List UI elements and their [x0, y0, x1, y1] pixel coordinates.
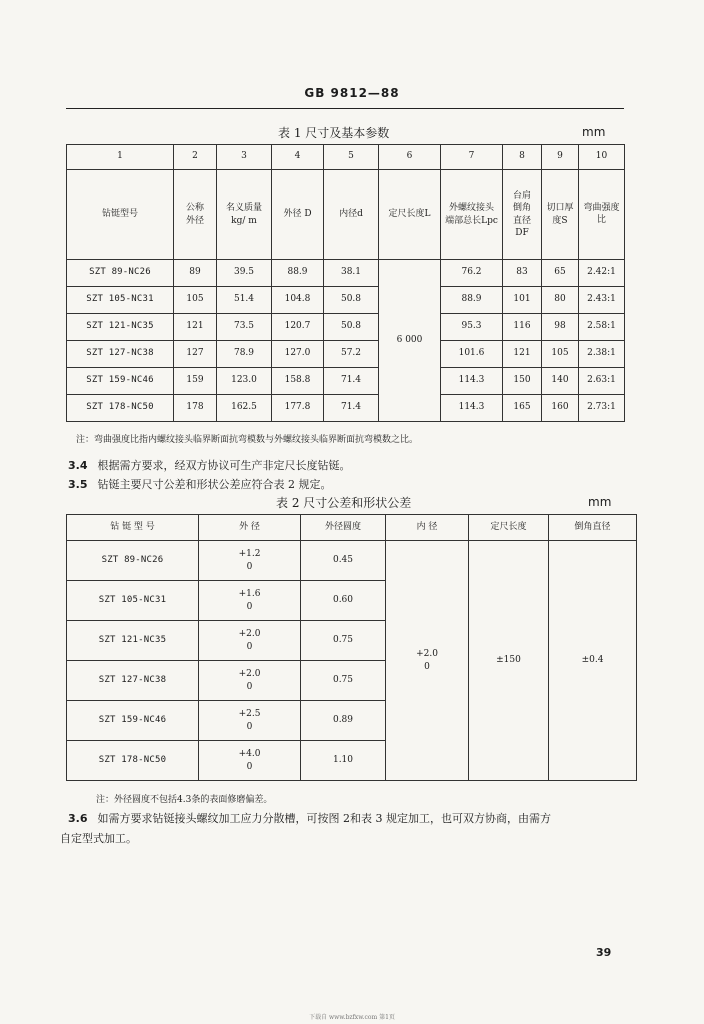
- table1-note: 注：弯曲强度比指内螺纹接头临界断面抗弯模数与外螺纹接头临界断面抗弯模数之比。: [76, 435, 419, 445]
- bevel-tolerance: ±0.4: [549, 541, 637, 781]
- header-bevel: 倒角直径: [549, 515, 637, 541]
- col-num: 5: [324, 145, 379, 170]
- table2-note: 注：外径圆度不包括4.3条的表面修磨偏差。: [96, 795, 273, 805]
- header-id: 内径d: [324, 170, 379, 260]
- clause-3-6: 3.6 如需方要求钻铤接头螺纹加工应力分散槽，可按图 2和表 3 规定加工，也可双方协商，由需方: [68, 812, 551, 825]
- table1-caption: 表 1 尺寸及基本参数: [278, 126, 390, 140]
- table-row: SZT 178-NC50 178 162.5 177.8 71.4 114.3 165 160 2.73:1: [67, 395, 625, 422]
- table-row: SZT 89-NC26 89 39.5 88.9 38.1 6 000 76.2 83 65 2.42:1: [67, 260, 625, 287]
- header-roundness: 外径圆度: [301, 515, 386, 541]
- length-value: 6 000: [379, 260, 441, 422]
- table-row: SZT 159-NC46 +2.5 0 0.89: [67, 701, 637, 741]
- col-num: 7: [441, 145, 503, 170]
- clause-3-4: 3.4 根据需方要求，经双方协议可生产非定尺长度钻铤。: [68, 459, 351, 472]
- header-cut-thickness: 切口厚 度S: [542, 170, 579, 260]
- od-tolerance: +2.0 0: [199, 621, 301, 661]
- clause-number: 3.5: [68, 478, 88, 491]
- table-row: SZT 159-NC46 159 123.0 158.8 71.4 114.3 150 140 2.63:1: [67, 368, 625, 395]
- table2-caption: 表 2 尺寸公差和形状公差: [276, 496, 412, 510]
- table1: [66, 144, 625, 422]
- table-row: SZT 127-NC38 127 78.9 127.0 57.2 101.6 121 105 2.38:1: [67, 341, 625, 368]
- od-tolerance: +2.0 0: [199, 661, 301, 701]
- table1-col-number-row: [67, 145, 625, 170]
- header-length: 定尺长度L: [379, 170, 441, 260]
- table2: [66, 514, 637, 781]
- table1-unit: mm: [582, 125, 606, 139]
- col-num: 8: [503, 145, 542, 170]
- header-od: 外 径: [199, 515, 301, 541]
- header-model: 钻 铤 型 号: [67, 515, 199, 541]
- header-nominal-mass: 名义质量 kg/ m: [217, 170, 272, 260]
- clause-number: 3.6: [68, 812, 88, 825]
- header-rule: [66, 108, 624, 109]
- od-tolerance: +2.5 0: [199, 701, 301, 741]
- table-row: SZT 178-NC50 +4.0 0 1.10: [67, 741, 637, 781]
- col-num: 4: [272, 145, 324, 170]
- clause-3-5: 3.5 钻铤主要尺寸公差和形状公差应符合表 2 规定。: [68, 478, 332, 491]
- table2-unit: mm: [588, 495, 612, 509]
- header-bending-ratio: 弯曲强度比: [579, 170, 625, 260]
- col-num: 10: [579, 145, 625, 170]
- length-tolerance: ±150: [469, 541, 549, 781]
- header-id: 内 径: [386, 515, 469, 541]
- col-num: 3: [217, 145, 272, 170]
- standard-code: GB 9812—88: [304, 86, 400, 100]
- col-num: 6: [379, 145, 441, 170]
- header-thread-length: 外螺纹接头 端部总长Lpc: [441, 170, 503, 260]
- footer-watermark: 下载自 www.bzfxw.com 第1页: [309, 1014, 395, 1021]
- table-row: SZT 105-NC31 +1.6 0 0.60: [67, 581, 637, 621]
- col-num: 2: [174, 145, 217, 170]
- table-row: SZT 105-NC31 105 51.4 104.8 50.8 88.9 101 80 2.43:1: [67, 287, 625, 314]
- od-tolerance: +1.6 0: [199, 581, 301, 621]
- clause-number: 3.4: [68, 459, 88, 472]
- header-model: 钻铤型号: [67, 170, 174, 260]
- col-num: 9: [542, 145, 579, 170]
- table-row: SZT 89-NC26 +1.2 0 0.45 +2.0 0 ±150 ±0.4: [67, 541, 637, 581]
- table2-header-row: [67, 515, 637, 541]
- clause-3-6-continued: 自定型式加工。: [60, 832, 137, 845]
- header-bevel-diameter: 台肩 倒角 直径 DF: [503, 170, 542, 260]
- table-row: SZT 127-NC38 +2.0 0 0.75: [67, 661, 637, 701]
- header-length: 定尺长度: [469, 515, 549, 541]
- col-num: 1: [67, 145, 174, 170]
- table-row: SZT 121-NC35 121 73.5 120.7 50.8 95.3 116 98 2.58:1: [67, 314, 625, 341]
- od-tolerance: +1.2 0: [199, 541, 301, 581]
- header-od: 外径 D: [272, 170, 324, 260]
- header-nominal-od: 公称 外径: [174, 170, 217, 260]
- table1-header-row: [67, 170, 625, 260]
- od-tolerance: +4.0 0: [199, 741, 301, 781]
- id-tolerance: +2.0 0: [386, 541, 469, 781]
- table-row: SZT 121-NC35 +2.0 0 0.75: [67, 621, 637, 661]
- page-number: 39: [596, 946, 612, 959]
